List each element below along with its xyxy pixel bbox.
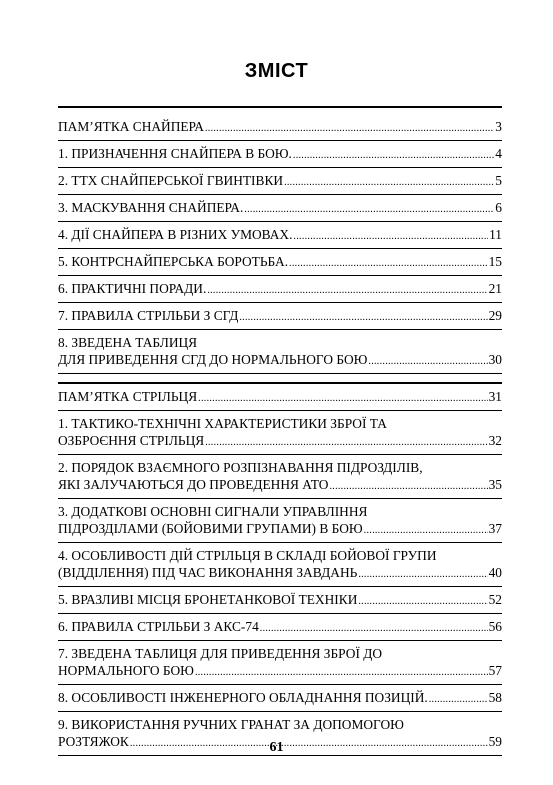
table-of-contents bbox=[58, 106, 502, 756]
toc-entry-line bbox=[58, 351, 502, 370]
toc-entry-line bbox=[58, 618, 502, 637]
dot-leader bbox=[358, 566, 487, 583]
toc-entry-line bbox=[58, 199, 502, 218]
dot-leader bbox=[205, 434, 487, 451]
toc-entry[interactable] bbox=[58, 411, 502, 455]
toc-entry-title-line: 8. ЗВЕДЕНА ТАБЛИЦЯ bbox=[58, 335, 198, 350]
toc-entry-title: 2. ТТХ СНАЙПЕРСЬКОЇ ГВИНТІВКИ bbox=[58, 173, 284, 188]
toc-entry-page: 35 bbox=[488, 477, 502, 492]
dot-leader bbox=[358, 593, 487, 610]
dot-leader bbox=[195, 664, 488, 681]
toc-entry[interactable] bbox=[58, 114, 502, 141]
toc-entry-page: 58 bbox=[488, 690, 502, 705]
toc-entry-title: РОЗТЯЖОК bbox=[58, 734, 129, 749]
toc-entry-line bbox=[58, 432, 502, 451]
toc-entry-line bbox=[58, 662, 502, 681]
toc-entry[interactable] bbox=[58, 641, 502, 685]
toc-entry-page: 15 bbox=[488, 254, 502, 269]
toc-entry-page: 21 bbox=[488, 281, 502, 296]
dot-leader bbox=[368, 353, 487, 370]
toc-entry-line bbox=[58, 388, 502, 407]
toc-entry-title-line: 3. ДОДАТКОВІ ОСНОВНІ СИГНАЛИ УПРАВЛІННЯ bbox=[58, 504, 368, 519]
toc-entry-page: 30 bbox=[488, 352, 502, 367]
toc-entry-page: 57 bbox=[488, 663, 502, 678]
toc-entry-page: 40 bbox=[488, 565, 502, 580]
dot-leader bbox=[244, 201, 494, 218]
toc-entry-title-line: 4. ОСОБЛИВОСТІ ДІЙ СТРІЛЬЦЯ В СКЛАДІ БОЙОВОЇ ГРУПИ bbox=[58, 548, 437, 563]
toc-entry-title: НОРМАЛЬНОГО БОЮ bbox=[58, 663, 194, 678]
toc-entry[interactable] bbox=[58, 382, 502, 411]
toc-entry-line bbox=[58, 520, 502, 539]
toc-entry[interactable] bbox=[58, 543, 502, 587]
top-rule bbox=[58, 106, 502, 108]
toc-entry-line bbox=[58, 564, 502, 583]
dot-leader bbox=[289, 255, 488, 272]
toc-entry-title: ПІДРОЗДІЛАМИ (БОЙОВИМИ ГРУПАМИ) В БОЮ bbox=[58, 521, 363, 536]
toc-entry-line bbox=[58, 253, 502, 272]
dot-leader bbox=[239, 309, 487, 326]
toc-entry[interactable] bbox=[58, 222, 502, 249]
dot-leader bbox=[205, 120, 494, 137]
page-number: 61 bbox=[269, 740, 284, 755]
toc-entry-page: 52 bbox=[488, 592, 502, 607]
toc-entry-page: 56 bbox=[488, 619, 502, 634]
toc-entry-page: 37 bbox=[488, 521, 502, 536]
toc-entry-page: 6 bbox=[495, 200, 502, 215]
toc-entry-title: 8. ОСОБЛИВОСТІ ІНЖЕНЕРНОГО ОБЛАДНАННЯ ПОЗИЦІЙ. bbox=[58, 690, 428, 705]
toc-entry-page: 4 bbox=[495, 146, 502, 161]
toc-entry-line bbox=[58, 591, 502, 610]
toc-entry[interactable] bbox=[58, 276, 502, 303]
toc-entry-line bbox=[58, 226, 502, 245]
dot-leader bbox=[284, 174, 494, 191]
toc-entry-page: 32 bbox=[488, 433, 502, 448]
toc-entry-line bbox=[58, 118, 502, 137]
page-title: ЗМІСТ bbox=[244, 60, 309, 82]
toc-entry[interactable] bbox=[58, 685, 502, 712]
dot-leader bbox=[198, 390, 487, 407]
toc-entry-line bbox=[58, 476, 502, 495]
dot-leader bbox=[364, 522, 488, 539]
toc-entry-line bbox=[58, 172, 502, 191]
toc-entry-page: 59 bbox=[488, 734, 502, 749]
dot-leader bbox=[329, 478, 487, 495]
toc-entry[interactable] bbox=[58, 249, 502, 276]
toc-entry-title: 7. ПРАВИЛА СТРІЛЬБИ З СГД bbox=[58, 308, 239, 323]
toc-entry-page: 5 bbox=[495, 173, 502, 188]
toc-entry[interactable] bbox=[58, 455, 502, 499]
toc-entry-title: 4. ДІЇ СНАЙПЕРА В РІЗНИХ УМОВАХ. bbox=[58, 227, 293, 242]
dot-leader bbox=[260, 620, 488, 637]
toc-entry-title: 6. ПРАКТИЧНІ ПОРАДИ. bbox=[58, 281, 207, 296]
toc-entry-page: 3 bbox=[495, 119, 502, 134]
toc-entry-title: 6. ПРАВИЛА СТРІЛЬБИ З АКС-74 bbox=[58, 619, 259, 634]
toc-entry-title: ОЗБРОЄННЯ СТРІЛЬЦЯ bbox=[58, 433, 205, 448]
toc-entry-title-line: 1. ТАКТИКО-ТЕХНІЧНІ ХАРАКТЕРИСТИКИ ЗБРОЇ ТА bbox=[58, 416, 387, 431]
toc-entry[interactable] bbox=[58, 141, 502, 168]
toc-entry-title-line: 2. ПОРЯДОК ВЗАЄМНОГО РОЗПІЗНАВАННЯ ПІДРОЗДІЛІВ, bbox=[58, 460, 423, 475]
toc-entry-line bbox=[58, 145, 502, 164]
dot-leader bbox=[293, 228, 488, 245]
toc-entry-page: 11 bbox=[489, 227, 502, 242]
toc-entry-page: 31 bbox=[488, 389, 502, 404]
dot-leader bbox=[293, 147, 494, 164]
dot-leader bbox=[207, 282, 487, 299]
toc-entry-title: ЯКІ ЗАЛУЧАЮТЬСЯ ДО ПРОВЕДЕННЯ АТО bbox=[58, 477, 329, 492]
toc-entry-title: 1. ПРИЗНАЧЕННЯ СНАЙПЕРА В БОЮ. bbox=[58, 146, 292, 161]
toc-entry-title-line: 9. ВИКОРИСТАННЯ РУЧНИХ ГРАНАТ ЗА ДОПОМОГОЮ bbox=[58, 717, 404, 732]
toc-entry[interactable] bbox=[58, 195, 502, 222]
toc-entry-title: (ВІДДІЛЕННЯ) ПІД ЧАС ВИКОНАННЯ ЗАВДАНЬ bbox=[58, 565, 358, 580]
toc-entry-title: ПАМ’ЯТКА СНАЙПЕРА bbox=[58, 119, 204, 134]
toc-entry[interactable] bbox=[58, 499, 502, 543]
toc-entry-line bbox=[58, 689, 502, 708]
toc-entry[interactable] bbox=[58, 614, 502, 641]
toc-entry-title: 5. ВРАЗЛИВІ МІСЦЯ БРОНЕТАНКОВОЇ ТЕХНІКИ bbox=[58, 592, 358, 607]
toc-entry-title: 5. КОНТРСНАЙПЕРСЬКА БОРОТЬБА. bbox=[58, 254, 289, 269]
toc-entry-page: 29 bbox=[488, 308, 502, 323]
toc-entry[interactable] bbox=[58, 168, 502, 195]
toc-entry-line bbox=[58, 280, 502, 299]
toc-entry-title: 3. МАСКУВАННЯ СНАЙПЕРА. bbox=[58, 200, 244, 215]
toc-entry[interactable] bbox=[58, 330, 502, 374]
toc-entry[interactable] bbox=[58, 303, 502, 330]
toc-entry-title-line: 7. ЗВЕДЕНА ТАБЛИЦЯ ДЛЯ ПРИВЕДЕННЯ ЗБРОЇ ДО bbox=[58, 646, 383, 661]
toc-entry-title: ПАМ’ЯТКА СТРІЛЬЦЯ bbox=[58, 389, 198, 404]
toc-entry-line bbox=[58, 307, 502, 326]
toc-entry[interactable] bbox=[58, 587, 502, 614]
dot-leader bbox=[429, 691, 488, 708]
toc-entry-title: ДЛЯ ПРИВЕДЕННЯ СГД ДО НОРМАЛЬНОГО БОЮ bbox=[58, 352, 368, 367]
